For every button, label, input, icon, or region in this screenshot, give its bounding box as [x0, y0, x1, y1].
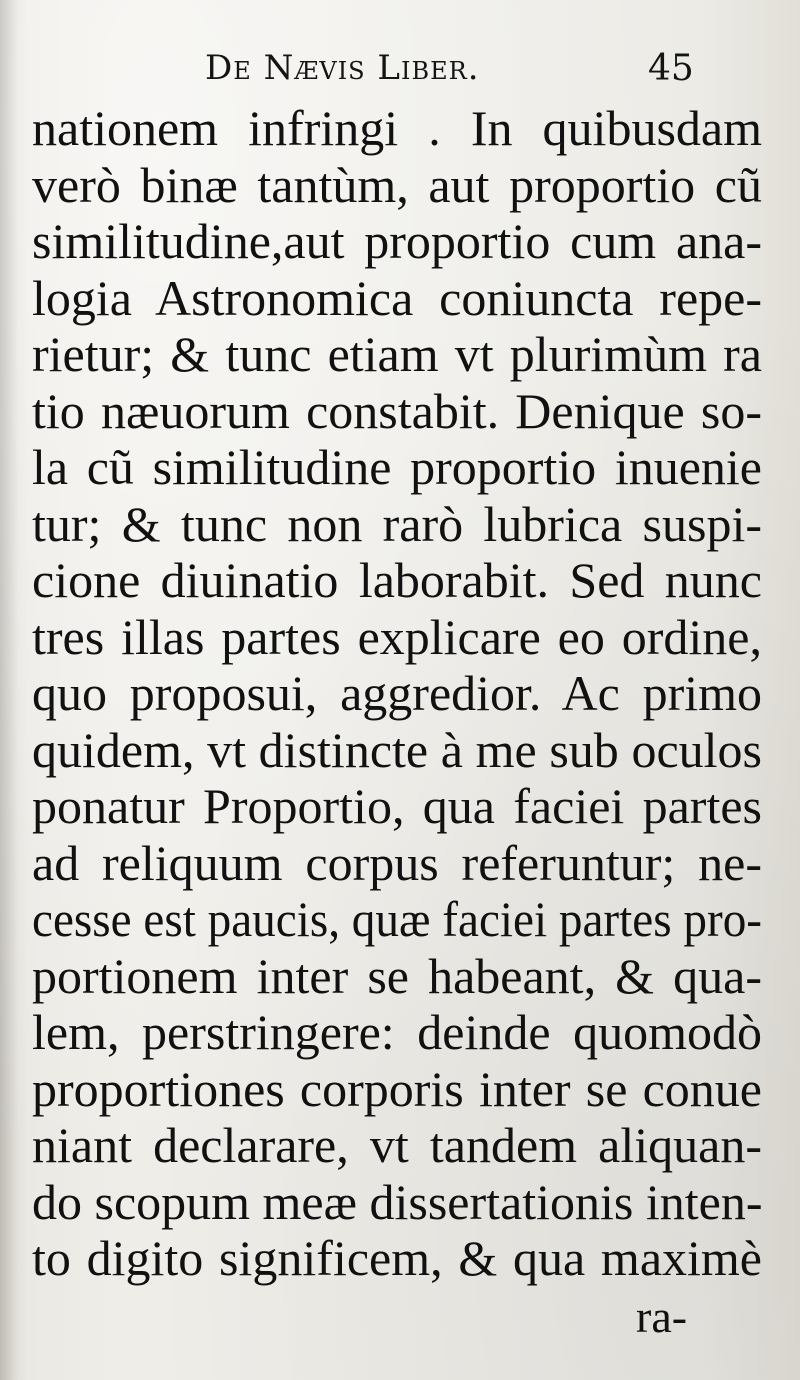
text-line: quo proposui, aggredior. Ac primo	[32, 665, 762, 721]
body-text	[32, 100, 762, 1287]
running-title: De Nævis Liber.	[205, 48, 480, 88]
text-line: nationem infringi . In quibusdam	[32, 100, 762, 156]
text-line: verò binæ tantùm, aut proportio cũ	[32, 156, 762, 213]
text-line: tres illas partes explicare eo ordine,	[32, 608, 762, 665]
text-line: to digito significem, & qua maximè	[32, 1230, 762, 1286]
text-line: do scopum meæ dissertationis inten-	[32, 1173, 763, 1230]
text-line: tur; & tunc non rarò lubrica suspi-	[32, 495, 762, 552]
text-line: logia Astronomica coniuncta repe-	[32, 269, 762, 326]
text-line: similitudine,aut proportio cum ana-	[32, 213, 762, 269]
text-line: la cũ similitudine proportio inuenie	[32, 439, 762, 495]
text-line: cione diuinatio laborabit. Sed nunc	[32, 552, 762, 608]
text-line: rietur; & tunc etiam vt plurimùm ra	[32, 326, 762, 382]
text-line: portionem inter se habeant, & qua-	[32, 947, 762, 1004]
text-line: proportiones corporis inter se conue	[32, 1060, 762, 1117]
gutter-shadow	[0, 0, 18, 1380]
text-line: cesse est paucis, quæ faciei partes pro-	[32, 891, 763, 947]
text-line: quidem, vt distincte à me sub oculos	[32, 721, 762, 778]
text-line: lem, perstringere: deinde quomodò	[32, 1004, 762, 1060]
text-line: ponatur Proportio, qua faciei partes	[32, 778, 762, 834]
page-number: 45	[648, 48, 694, 89]
catchword: ra-	[636, 1291, 688, 1342]
text-line: tio næuorum constabit. Denique so-	[32, 382, 762, 439]
running-head	[0, 40, 800, 100]
text-line: ad reliquum corpus referuntur; ne-	[32, 834, 762, 891]
text-line: niant declarare, vt tandem aliquan-	[32, 1117, 762, 1173]
